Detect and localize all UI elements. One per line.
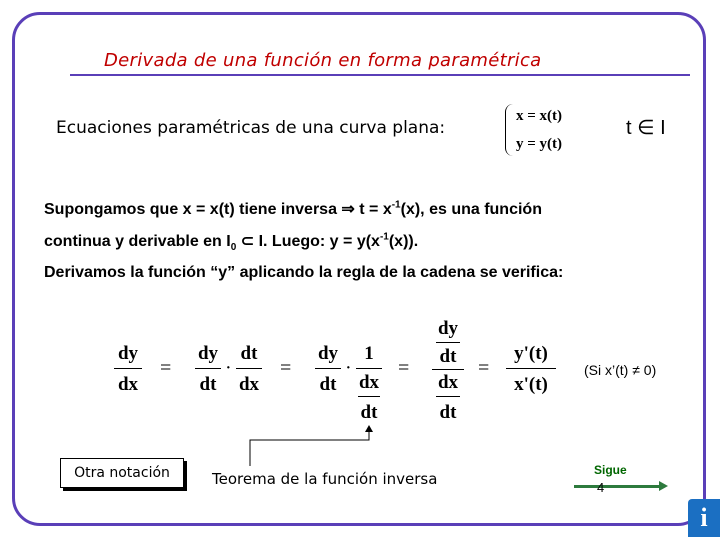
- frac4-num: dy: [317, 343, 339, 364]
- page-number: 4: [597, 480, 605, 495]
- otra-notacion-button[interactable]: Otra notación: [60, 458, 184, 488]
- frac5-den-num: dx: [358, 372, 380, 393]
- equals-4: =: [478, 357, 490, 379]
- continuity-statement: continua y derivable en $I_0$ ⊂ I. Luego: $y = y(x^{-1}(x))$.: [44, 231, 419, 254]
- frac6-bot-den: dt: [439, 402, 457, 423]
- chain-rule-statement: Derivamos la función “y” aplicando la regla de la cadena se verifica:: [44, 264, 564, 281]
- frac7-num: y'(t): [514, 343, 548, 364]
- equals-2: =: [280, 357, 292, 379]
- equation-x: x = x(t): [516, 108, 563, 124]
- equation-y: y = y(t): [516, 136, 563, 152]
- frac1-den: dx: [117, 374, 139, 395]
- equals-1: =: [160, 357, 172, 379]
- parametric-lead: Ecuaciones paramétricas de una curva plana:: [56, 118, 446, 138]
- equals-3: =: [398, 357, 410, 379]
- info-icon[interactable]: i: [688, 499, 720, 537]
- dot-1: ·: [225, 357, 232, 379]
- frac1-num: dy: [117, 343, 139, 364]
- frac6-top-den: dt: [439, 346, 457, 367]
- theorem-label: Teorema de la función inversa: [212, 470, 438, 488]
- frac5-den-den: dt: [360, 402, 378, 423]
- slide-title: Derivada de una función en forma paramétrica: [104, 50, 542, 71]
- sigue-link[interactable]: Sigue: [594, 463, 627, 477]
- frac6-bot-num: dx: [437, 372, 459, 393]
- nonzero-condition: (Si x’(t) ≠ 0): [584, 362, 657, 378]
- frac2-den: dt: [199, 374, 217, 395]
- frac5-num: 1: [364, 343, 374, 364]
- sigue-arrow-icon[interactable]: [574, 485, 660, 488]
- frac3-den: dx: [238, 374, 260, 395]
- domain-label: t ∈ I: [626, 117, 666, 139]
- inverse-statement: Supongamos que x = x(t) tiene inversa ⇒ $t = x^{-1}(x)$, es una función: [44, 199, 542, 218]
- dot-2: ·: [345, 357, 352, 379]
- frac4-den: dt: [319, 374, 337, 395]
- frac7-den: x'(t): [514, 374, 548, 395]
- frac2-num: dy: [197, 343, 219, 364]
- frac6-top-num: dy: [437, 318, 459, 339]
- frac3-num: dt: [240, 343, 258, 364]
